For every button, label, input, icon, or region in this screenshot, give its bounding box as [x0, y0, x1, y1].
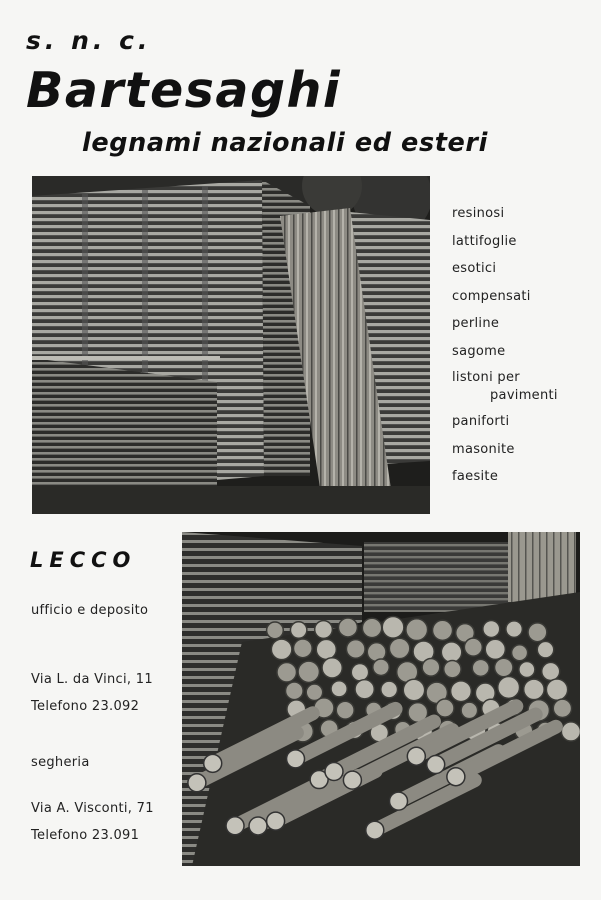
city-name: LECCO: [30, 548, 137, 572]
photo-log-pile: [182, 532, 580, 866]
product-item: sagome: [452, 343, 506, 359]
office-label: ufficio e deposito: [31, 603, 149, 618]
photo-stacked-lumber: [32, 176, 430, 514]
product-item: paniforti: [452, 414, 510, 429]
tagline: legnami nazionali ed esteri: [82, 128, 488, 158]
sawmill-phone: Telefono 23.091: [31, 828, 140, 843]
product-item: resinosi: [452, 206, 505, 221]
office-phone: Telefono 23.092: [31, 699, 140, 714]
sawmill-label: segheria: [31, 755, 90, 770]
product-item: [452, 369, 592, 405]
product-item-line: pavimenti: [490, 388, 558, 403]
company-legal-form: s. n. c.: [26, 26, 152, 55]
product-item: perline: [452, 316, 500, 331]
product-item-line: listoni per: [452, 370, 520, 385]
product-item: esotici: [452, 261, 497, 276]
product-item: masonite: [452, 441, 515, 457]
office-address: Via L. da Vinci, 11: [31, 672, 153, 687]
product-item: compensati: [452, 288, 531, 304]
product-item: faesite: [452, 469, 499, 484]
product-item: lattifoglie: [452, 233, 517, 249]
company-name: Bartesaghi: [26, 62, 342, 119]
sawmill-address: Via A. Visconti, 71: [31, 801, 154, 816]
product-list: [452, 200, 592, 491]
